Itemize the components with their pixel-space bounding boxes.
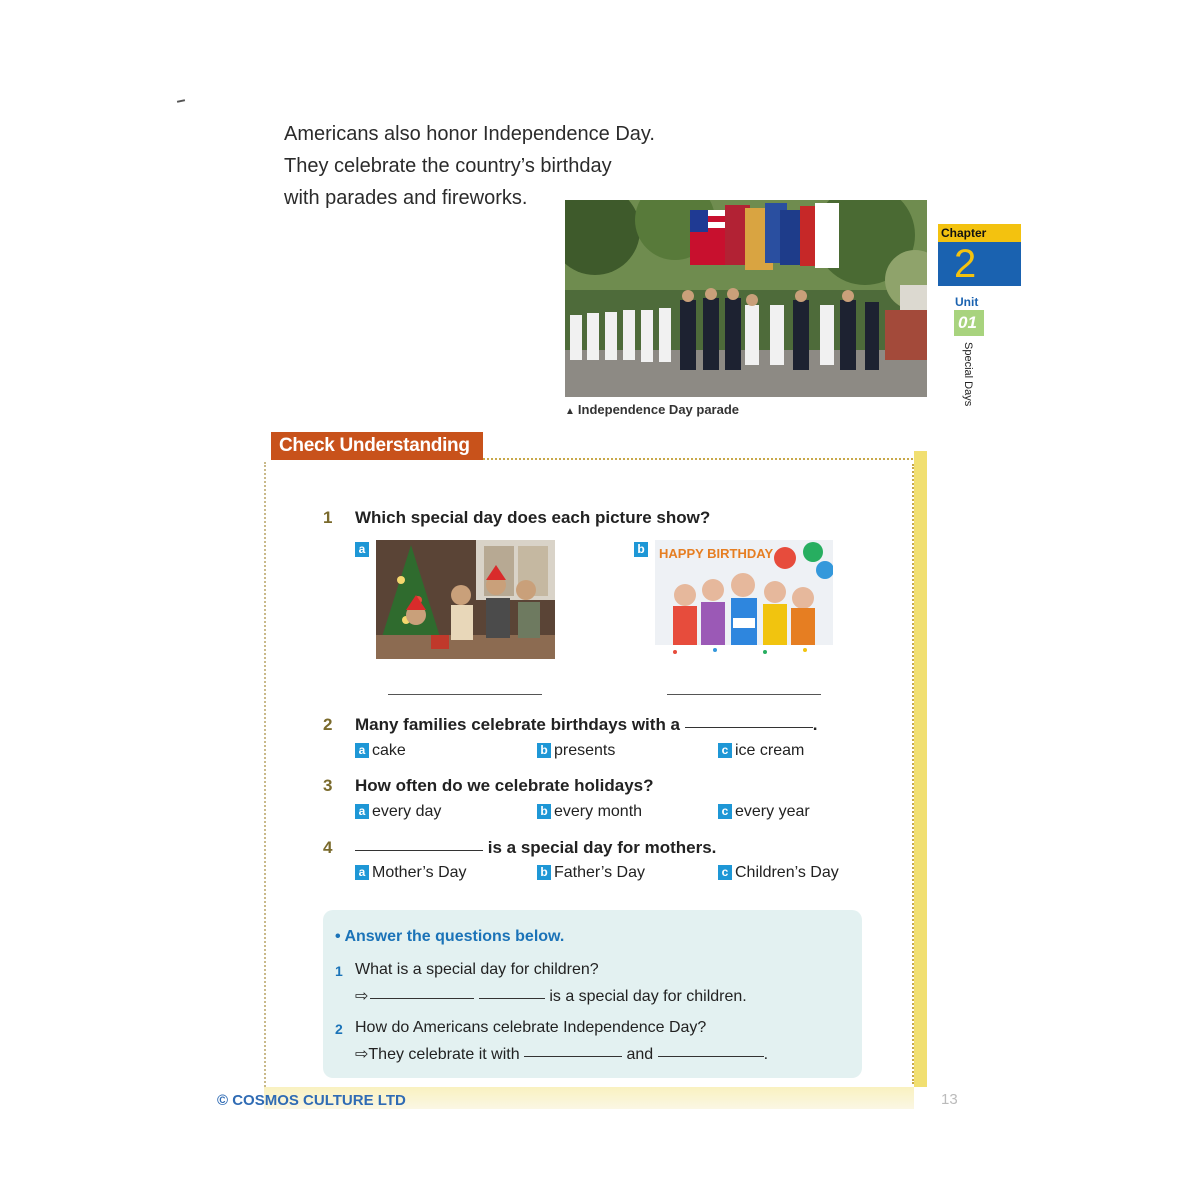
frame-right-border xyxy=(912,464,914,1084)
chapter-label: Chapter xyxy=(941,226,987,240)
panel-answer-line xyxy=(355,1044,768,1064)
panel-question-number: 1 xyxy=(335,963,343,979)
option-badge: b xyxy=(634,542,648,557)
option-badge: b xyxy=(537,743,551,758)
question-text xyxy=(355,838,716,858)
option-b[interactable] xyxy=(537,742,615,760)
frame-left-border xyxy=(264,462,266,1087)
picture-b-label xyxy=(634,541,651,559)
option-badge: c xyxy=(718,804,732,819)
birthday-banner-text: HAPPY BIRTHDAY xyxy=(659,546,774,561)
check-understanding-tab xyxy=(271,432,483,460)
panel-question: What is a special day for children? xyxy=(355,961,599,978)
option-label: cake xyxy=(372,742,406,759)
answer-blank[interactable] xyxy=(685,727,813,728)
answer-suffix: is a special day for children. xyxy=(549,988,747,1005)
question-stem: is a special day for mothers. xyxy=(487,838,717,857)
intro-line: with parades and fireworks. xyxy=(284,187,528,209)
question-text: Which special day does each picture show? xyxy=(355,508,711,527)
answer-line-a[interactable] xyxy=(388,694,542,695)
answer-line-b[interactable] xyxy=(667,694,821,695)
unit-number-box xyxy=(954,310,984,336)
option-label: Father’s Day xyxy=(554,864,645,881)
option-c[interactable] xyxy=(718,803,810,821)
chapter-label-box xyxy=(938,224,1021,242)
sentence-end: . xyxy=(812,715,818,734)
copyright-text: © COSMOS CULTURE LTD xyxy=(217,1092,406,1109)
option-badge: c xyxy=(718,865,732,880)
chapter-number-box xyxy=(938,242,1021,286)
photo-caption xyxy=(565,402,739,417)
option-b[interactable] xyxy=(537,864,645,882)
option-c[interactable] xyxy=(718,742,804,760)
christmas-photo xyxy=(376,540,555,659)
option-label: Mother’s Day xyxy=(372,864,467,881)
frame-yellow-edge xyxy=(914,451,927,1087)
question-number: 4 xyxy=(323,838,333,857)
question-number: 2 xyxy=(323,715,333,734)
intro-line: Americans also honor Independence Day. xyxy=(284,123,655,145)
parade-photo xyxy=(565,200,927,397)
panel-question-number: 2 xyxy=(335,1021,343,1037)
frame-top-border xyxy=(483,458,913,460)
answer-blank[interactable] xyxy=(355,850,483,851)
answer-middle: and xyxy=(626,1046,654,1063)
option-badge: a xyxy=(355,804,369,819)
answer-blank[interactable] xyxy=(479,998,545,999)
answer-panel-title: • Answer the questions below. xyxy=(335,928,565,945)
picture-a-label xyxy=(355,541,372,559)
option-label: Children’s Day xyxy=(735,864,839,881)
birthday-party-photo xyxy=(655,540,833,659)
option-badge: b xyxy=(537,804,551,819)
unit-title: Special Days xyxy=(962,342,974,407)
option-badge: a xyxy=(355,542,369,557)
page-number: 13 xyxy=(941,1091,958,1108)
question-text xyxy=(355,715,817,735)
option-badge: c xyxy=(718,743,732,758)
option-badge: a xyxy=(355,743,369,758)
answer-prefix: They celebrate it with xyxy=(368,1046,520,1063)
option-label: every year xyxy=(735,803,810,820)
triangle-up-icon: ▲ xyxy=(565,406,575,417)
unit-label: Unit xyxy=(955,295,979,309)
option-c[interactable] xyxy=(718,864,839,882)
answer-blank[interactable] xyxy=(524,1056,622,1057)
check-understanding-title: Check Understanding xyxy=(279,435,470,456)
photo-caption-text: Independence Day parade xyxy=(577,402,740,417)
unit-number: 01 xyxy=(958,313,977,332)
question-text: How often do we celebrate holidays? xyxy=(355,776,654,795)
stray-mark xyxy=(177,99,185,103)
option-badge: a xyxy=(355,865,369,880)
intro-line: They celebrate the country’s birthday xyxy=(284,155,612,177)
option-b[interactable] xyxy=(537,803,642,821)
option-a[interactable] xyxy=(355,803,441,821)
option-label: every day xyxy=(372,803,442,820)
sentence-end: . xyxy=(763,1046,769,1063)
arrow-right-icon: ⇨ xyxy=(355,988,369,1005)
option-label: every month xyxy=(554,803,643,820)
option-label: presents xyxy=(554,742,616,759)
option-badge: b xyxy=(537,865,551,880)
question-number: 3 xyxy=(323,776,333,795)
chapter-number: 2 xyxy=(954,242,977,286)
option-a[interactable] xyxy=(355,864,467,882)
question-number: 1 xyxy=(323,508,333,527)
answer-blank[interactable] xyxy=(370,998,474,999)
option-a[interactable] xyxy=(355,742,406,760)
option-label: ice cream xyxy=(735,742,805,759)
arrow-right-icon: ⇨ xyxy=(355,1046,369,1063)
answer-blank[interactable] xyxy=(658,1056,764,1057)
panel-question: How do Americans celebrate Independence Day? xyxy=(355,1019,707,1036)
question-stem: Many families celebrate birthdays with a xyxy=(355,715,681,734)
panel-answer-line xyxy=(355,986,747,1006)
